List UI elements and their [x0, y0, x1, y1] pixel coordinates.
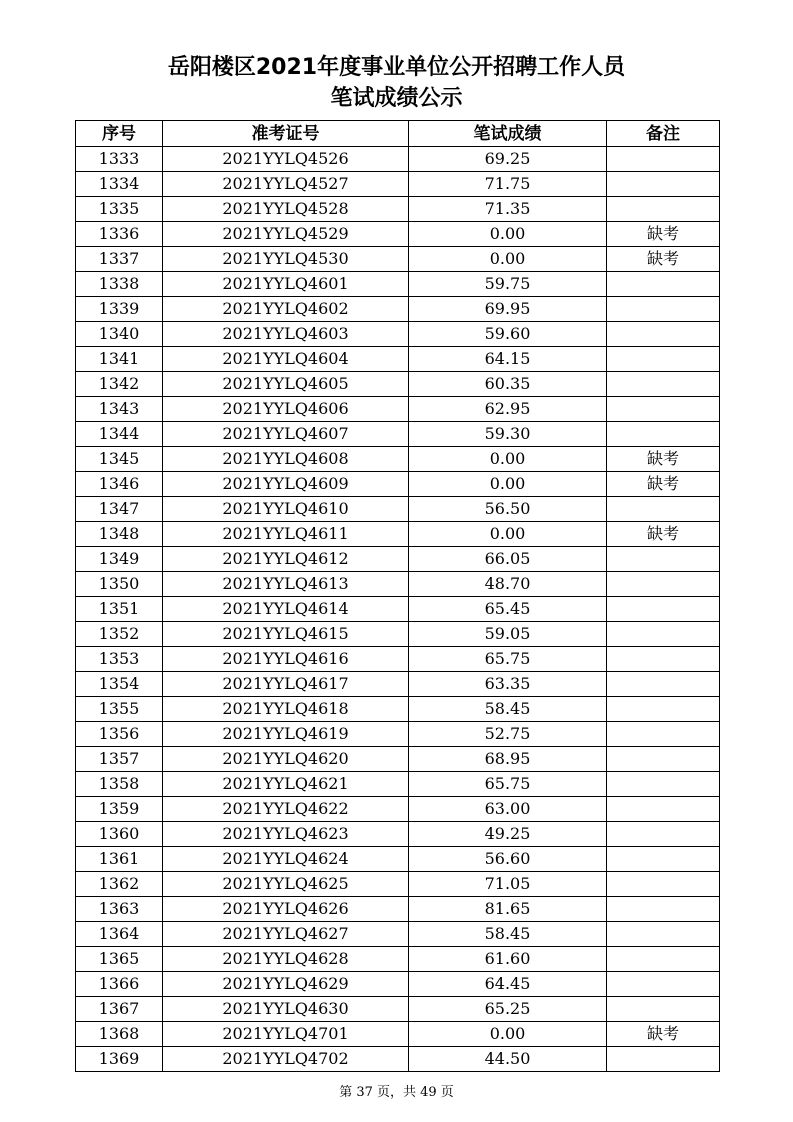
cell-ticket-number: 2021YYLQ4628 [163, 947, 409, 972]
cell-score: 56.50 [409, 497, 607, 522]
cell-score: 0.00 [409, 447, 607, 472]
table-row [76, 522, 720, 547]
cell-index: 1345 [76, 447, 163, 472]
table-row [76, 272, 720, 297]
cell-index: 1337 [76, 247, 163, 272]
cell-ticket-number: 2021YYLQ4529 [163, 222, 409, 247]
table-row [76, 972, 720, 997]
cell-index: 1361 [76, 847, 163, 872]
cell-score: 63.00 [409, 797, 607, 822]
cell-ticket-number: 2021YYLQ4605 [163, 372, 409, 397]
cell-score: 59.05 [409, 622, 607, 647]
table-row [76, 197, 720, 222]
cell-ticket-number: 2021YYLQ4603 [163, 322, 409, 347]
cell-remark [607, 697, 720, 722]
table-row [76, 447, 720, 472]
cell-ticket-number: 2021YYLQ4623 [163, 822, 409, 847]
cell-remark [607, 722, 720, 747]
cell-score: 62.95 [409, 397, 607, 422]
cell-ticket-number: 2021YYLQ4616 [163, 647, 409, 672]
cell-index: 1339 [76, 297, 163, 322]
cell-score: 49.25 [409, 822, 607, 847]
cell-remark [607, 297, 720, 322]
cell-remark: 缺考 [607, 472, 720, 497]
cell-ticket-number: 2021YYLQ4611 [163, 522, 409, 547]
cell-remark [607, 872, 720, 897]
cell-score: 65.45 [409, 597, 607, 622]
cell-score: 59.30 [409, 422, 607, 447]
table-row [76, 322, 720, 347]
table-row [76, 397, 720, 422]
cell-remark [607, 747, 720, 772]
cell-ticket-number: 2021YYLQ4701 [163, 1022, 409, 1047]
cell-index: 1350 [76, 572, 163, 597]
cell-index: 1367 [76, 997, 163, 1022]
score-table-body [76, 147, 720, 1072]
cell-ticket-number: 2021YYLQ4617 [163, 672, 409, 697]
cell-index: 1346 [76, 472, 163, 497]
cell-remark: 缺考 [607, 1022, 720, 1047]
cell-ticket-number: 2021YYLQ4627 [163, 922, 409, 947]
page-title: 岳阳楼区2021年度事业单位公开招聘工作人员 [167, 55, 626, 80]
cell-ticket-number: 2021YYLQ4702 [163, 1047, 409, 1072]
cell-remark [607, 372, 720, 397]
column-header-ticket-number: 准考证号 [163, 121, 409, 147]
cell-index: 1364 [76, 922, 163, 947]
table-row [76, 947, 720, 972]
cell-index: 1358 [76, 772, 163, 797]
cell-remark [607, 772, 720, 797]
cell-score: 64.15 [409, 347, 607, 372]
cell-index: 1365 [76, 947, 163, 972]
table-row [76, 872, 720, 897]
table-row [76, 897, 720, 922]
cell-remark: 缺考 [607, 222, 720, 247]
table-row [76, 547, 720, 572]
table-row [76, 597, 720, 622]
cell-remark [607, 797, 720, 822]
cell-score: 65.75 [409, 772, 607, 797]
cell-index: 1355 [76, 697, 163, 722]
cell-index: 1342 [76, 372, 163, 397]
cell-score: 68.95 [409, 747, 607, 772]
cell-score: 0.00 [409, 247, 607, 272]
page-subtitle: 笔试成绩公示 [330, 86, 463, 111]
cell-remark [607, 272, 720, 297]
cell-index: 1362 [76, 872, 163, 897]
table-row [76, 422, 720, 447]
table-row [76, 147, 720, 172]
cell-score: 52.75 [409, 722, 607, 747]
cell-remark [607, 422, 720, 447]
cell-index: 1338 [76, 272, 163, 297]
cell-ticket-number: 2021YYLQ4604 [163, 347, 409, 372]
cell-score: 63.35 [409, 672, 607, 697]
cell-ticket-number: 2021YYLQ4610 [163, 497, 409, 522]
cell-remark [607, 822, 720, 847]
cell-score: 44.50 [409, 1047, 607, 1072]
cell-score: 59.75 [409, 272, 607, 297]
cell-ticket-number: 2021YYLQ4526 [163, 147, 409, 172]
column-header-remark: 备注 [607, 121, 720, 147]
cell-ticket-number: 2021YYLQ4624 [163, 847, 409, 872]
table-row [76, 622, 720, 647]
cell-remark [607, 497, 720, 522]
cell-score: 0.00 [409, 522, 607, 547]
cell-remark [607, 197, 720, 222]
cell-index: 1359 [76, 797, 163, 822]
score-table-header [76, 121, 720, 147]
cell-remark [607, 647, 720, 672]
table-row [76, 472, 720, 497]
cell-score: 48.70 [409, 572, 607, 597]
table-row [76, 697, 720, 722]
cell-remark [607, 947, 720, 972]
cell-index: 1344 [76, 422, 163, 447]
cell-remark [607, 322, 720, 347]
cell-ticket-number: 2021YYLQ4609 [163, 472, 409, 497]
table-row [76, 797, 720, 822]
table-row [76, 1047, 720, 1072]
cell-index: 1366 [76, 972, 163, 997]
header-row [76, 121, 720, 147]
cell-remark [607, 172, 720, 197]
table-row [76, 497, 720, 522]
cell-score: 60.35 [409, 372, 607, 397]
cell-ticket-number: 2021YYLQ4528 [163, 197, 409, 222]
cell-remark [607, 147, 720, 172]
cell-index: 1353 [76, 647, 163, 672]
cell-index: 1352 [76, 622, 163, 647]
cell-score: 65.75 [409, 647, 607, 672]
cell-score: 71.35 [409, 197, 607, 222]
cell-remark: 缺考 [607, 522, 720, 547]
cell-index: 1335 [76, 197, 163, 222]
cell-ticket-number: 2021YYLQ4608 [163, 447, 409, 472]
cell-score: 58.45 [409, 922, 607, 947]
table-row [76, 672, 720, 697]
cell-ticket-number: 2021YYLQ4602 [163, 297, 409, 322]
table-row [76, 747, 720, 772]
table-row [76, 572, 720, 597]
cell-index: 1340 [76, 322, 163, 347]
page-number: 第 37 页，共 49 页 [339, 1085, 454, 1100]
table-row [76, 372, 720, 397]
cell-index: 1343 [76, 397, 163, 422]
table-row [76, 922, 720, 947]
cell-score: 71.75 [409, 172, 607, 197]
cell-score: 69.25 [409, 147, 607, 172]
cell-ticket-number: 2021YYLQ4612 [163, 547, 409, 572]
cell-remark [607, 997, 720, 1022]
cell-index: 1348 [76, 522, 163, 547]
cell-score: 0.00 [409, 1022, 607, 1047]
cell-ticket-number: 2021YYLQ4607 [163, 422, 409, 447]
cell-remark [607, 972, 720, 997]
cell-index: 1336 [76, 222, 163, 247]
cell-index: 1354 [76, 672, 163, 697]
score-table [75, 120, 720, 1072]
table-row [76, 772, 720, 797]
cell-ticket-number: 2021YYLQ4619 [163, 722, 409, 747]
table-row [76, 647, 720, 672]
cell-score: 0.00 [409, 472, 607, 497]
table-row [76, 822, 720, 847]
cell-ticket-number: 2021YYLQ4629 [163, 972, 409, 997]
cell-score: 56.60 [409, 847, 607, 872]
column-header-score: 笔试成绩 [409, 121, 607, 147]
table-row [76, 1022, 720, 1047]
column-header-index: 序号 [76, 121, 163, 147]
cell-ticket-number: 2021YYLQ4622 [163, 797, 409, 822]
cell-ticket-number: 2021YYLQ4606 [163, 397, 409, 422]
cell-index: 1363 [76, 897, 163, 922]
cell-score: 71.05 [409, 872, 607, 897]
cell-ticket-number: 2021YYLQ4625 [163, 872, 409, 897]
cell-remark: 缺考 [607, 447, 720, 472]
table-row [76, 722, 720, 747]
cell-index: 1351 [76, 597, 163, 622]
table-row [76, 297, 720, 322]
cell-score: 0.00 [409, 222, 607, 247]
cell-remark: 缺考 [607, 247, 720, 272]
cell-score: 81.65 [409, 897, 607, 922]
cell-index: 1357 [76, 747, 163, 772]
table-row [76, 997, 720, 1022]
cell-remark [607, 897, 720, 922]
cell-index: 1360 [76, 822, 163, 847]
cell-ticket-number: 2021YYLQ4626 [163, 897, 409, 922]
cell-remark [607, 922, 720, 947]
cell-remark [607, 397, 720, 422]
cell-ticket-number: 2021YYLQ4530 [163, 247, 409, 272]
cell-ticket-number: 2021YYLQ4527 [163, 172, 409, 197]
cell-ticket-number: 2021YYLQ4621 [163, 772, 409, 797]
table-row [76, 847, 720, 872]
cell-score: 65.25 [409, 997, 607, 1022]
cell-index: 1349 [76, 547, 163, 572]
cell-score: 58.45 [409, 697, 607, 722]
cell-score: 61.60 [409, 947, 607, 972]
table-row [76, 347, 720, 372]
cell-ticket-number: 2021YYLQ4613 [163, 572, 409, 597]
cell-score: 64.45 [409, 972, 607, 997]
cell-remark [607, 622, 720, 647]
cell-index: 1369 [76, 1047, 163, 1072]
table-row [76, 247, 720, 272]
cell-index: 1356 [76, 722, 163, 747]
table-row [76, 222, 720, 247]
table-row [76, 172, 720, 197]
cell-ticket-number: 2021YYLQ4630 [163, 997, 409, 1022]
cell-remark [607, 1047, 720, 1072]
cell-ticket-number: 2021YYLQ4620 [163, 747, 409, 772]
cell-index: 1341 [76, 347, 163, 372]
cell-ticket-number: 2021YYLQ4618 [163, 697, 409, 722]
cell-remark [607, 572, 720, 597]
cell-index: 1368 [76, 1022, 163, 1047]
cell-index: 1334 [76, 172, 163, 197]
cell-remark [607, 547, 720, 572]
cell-score: 59.60 [409, 322, 607, 347]
cell-remark [607, 347, 720, 372]
cell-remark [607, 672, 720, 697]
cell-score: 69.95 [409, 297, 607, 322]
cell-ticket-number: 2021YYLQ4601 [163, 272, 409, 297]
cell-ticket-number: 2021YYLQ4615 [163, 622, 409, 647]
cell-score: 66.05 [409, 547, 607, 572]
cell-remark [607, 847, 720, 872]
cell-index: 1347 [76, 497, 163, 522]
cell-remark [607, 597, 720, 622]
cell-index: 1333 [76, 147, 163, 172]
cell-ticket-number: 2021YYLQ4614 [163, 597, 409, 622]
